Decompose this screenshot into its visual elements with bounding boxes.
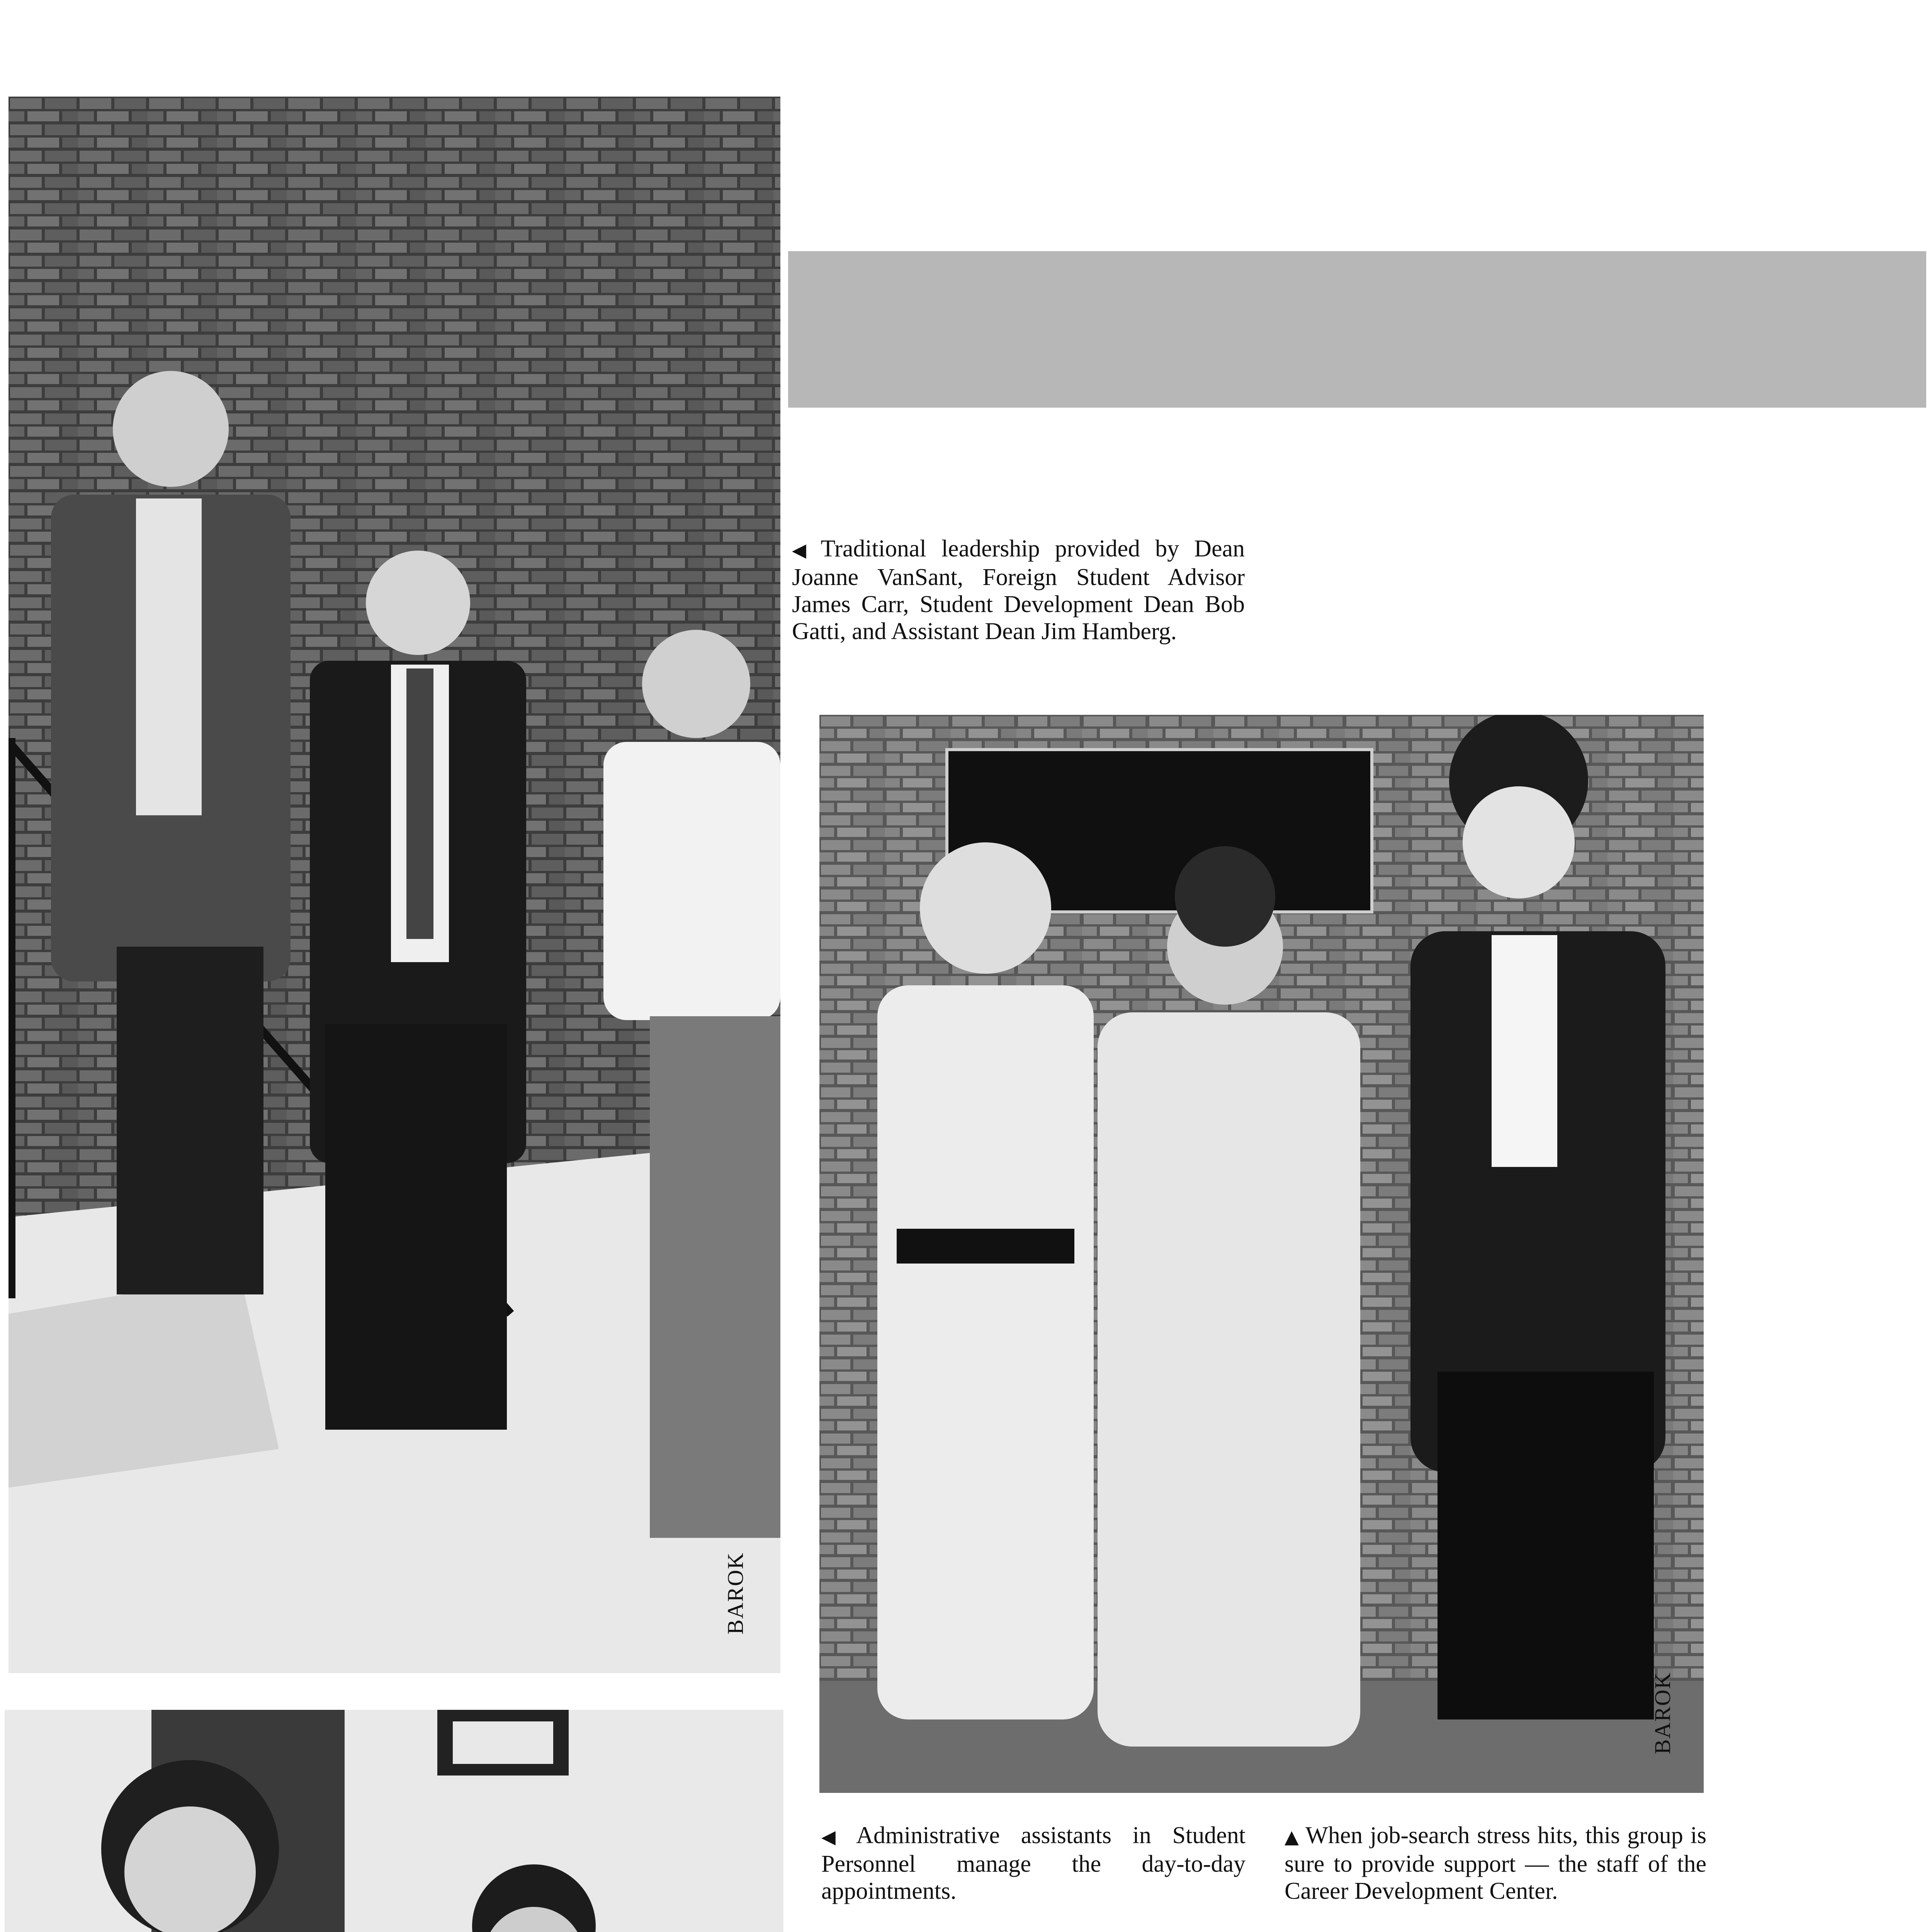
career-center-caption-text: When job-search stress hits, this group is sure to provide support — the staff of the Career Development Center. (1285, 1822, 1706, 1904)
deans-photo-credit: BAROK (723, 1552, 748, 1634)
assistants-photo-image (5, 1710, 783, 1932)
career-center-caption (1285, 1822, 1706, 1905)
header-banner (788, 251, 1926, 408)
assistants-caption (821, 1822, 1246, 1905)
deans-caption (792, 535, 1245, 645)
left-arrow-icon: ◀ (792, 539, 816, 561)
deans-caption-text: Traditional leadership provided by Dean Joanne VanSant, Foreign Student Advisor James Carr, Student Development Dean Bob Gatti, and Assistant Dean Jim Hamberg. (792, 536, 1245, 645)
career-center-photo-credit: BAROK (1650, 1672, 1675, 1754)
deans-photo (8, 97, 780, 1673)
career-center-photo (819, 715, 1704, 1793)
up-arrow-icon: ▲ (1285, 1826, 1300, 1848)
career-center-photo-image (819, 715, 1704, 1793)
deans-photo-image (8, 97, 780, 1673)
assistants-caption-text: Administrative assistants in Student Personnel manage the day-to-day appointments. (821, 1822, 1246, 1904)
left-arrow-icon: ◀ (821, 1826, 851, 1848)
assistants-photo (5, 1710, 783, 1932)
